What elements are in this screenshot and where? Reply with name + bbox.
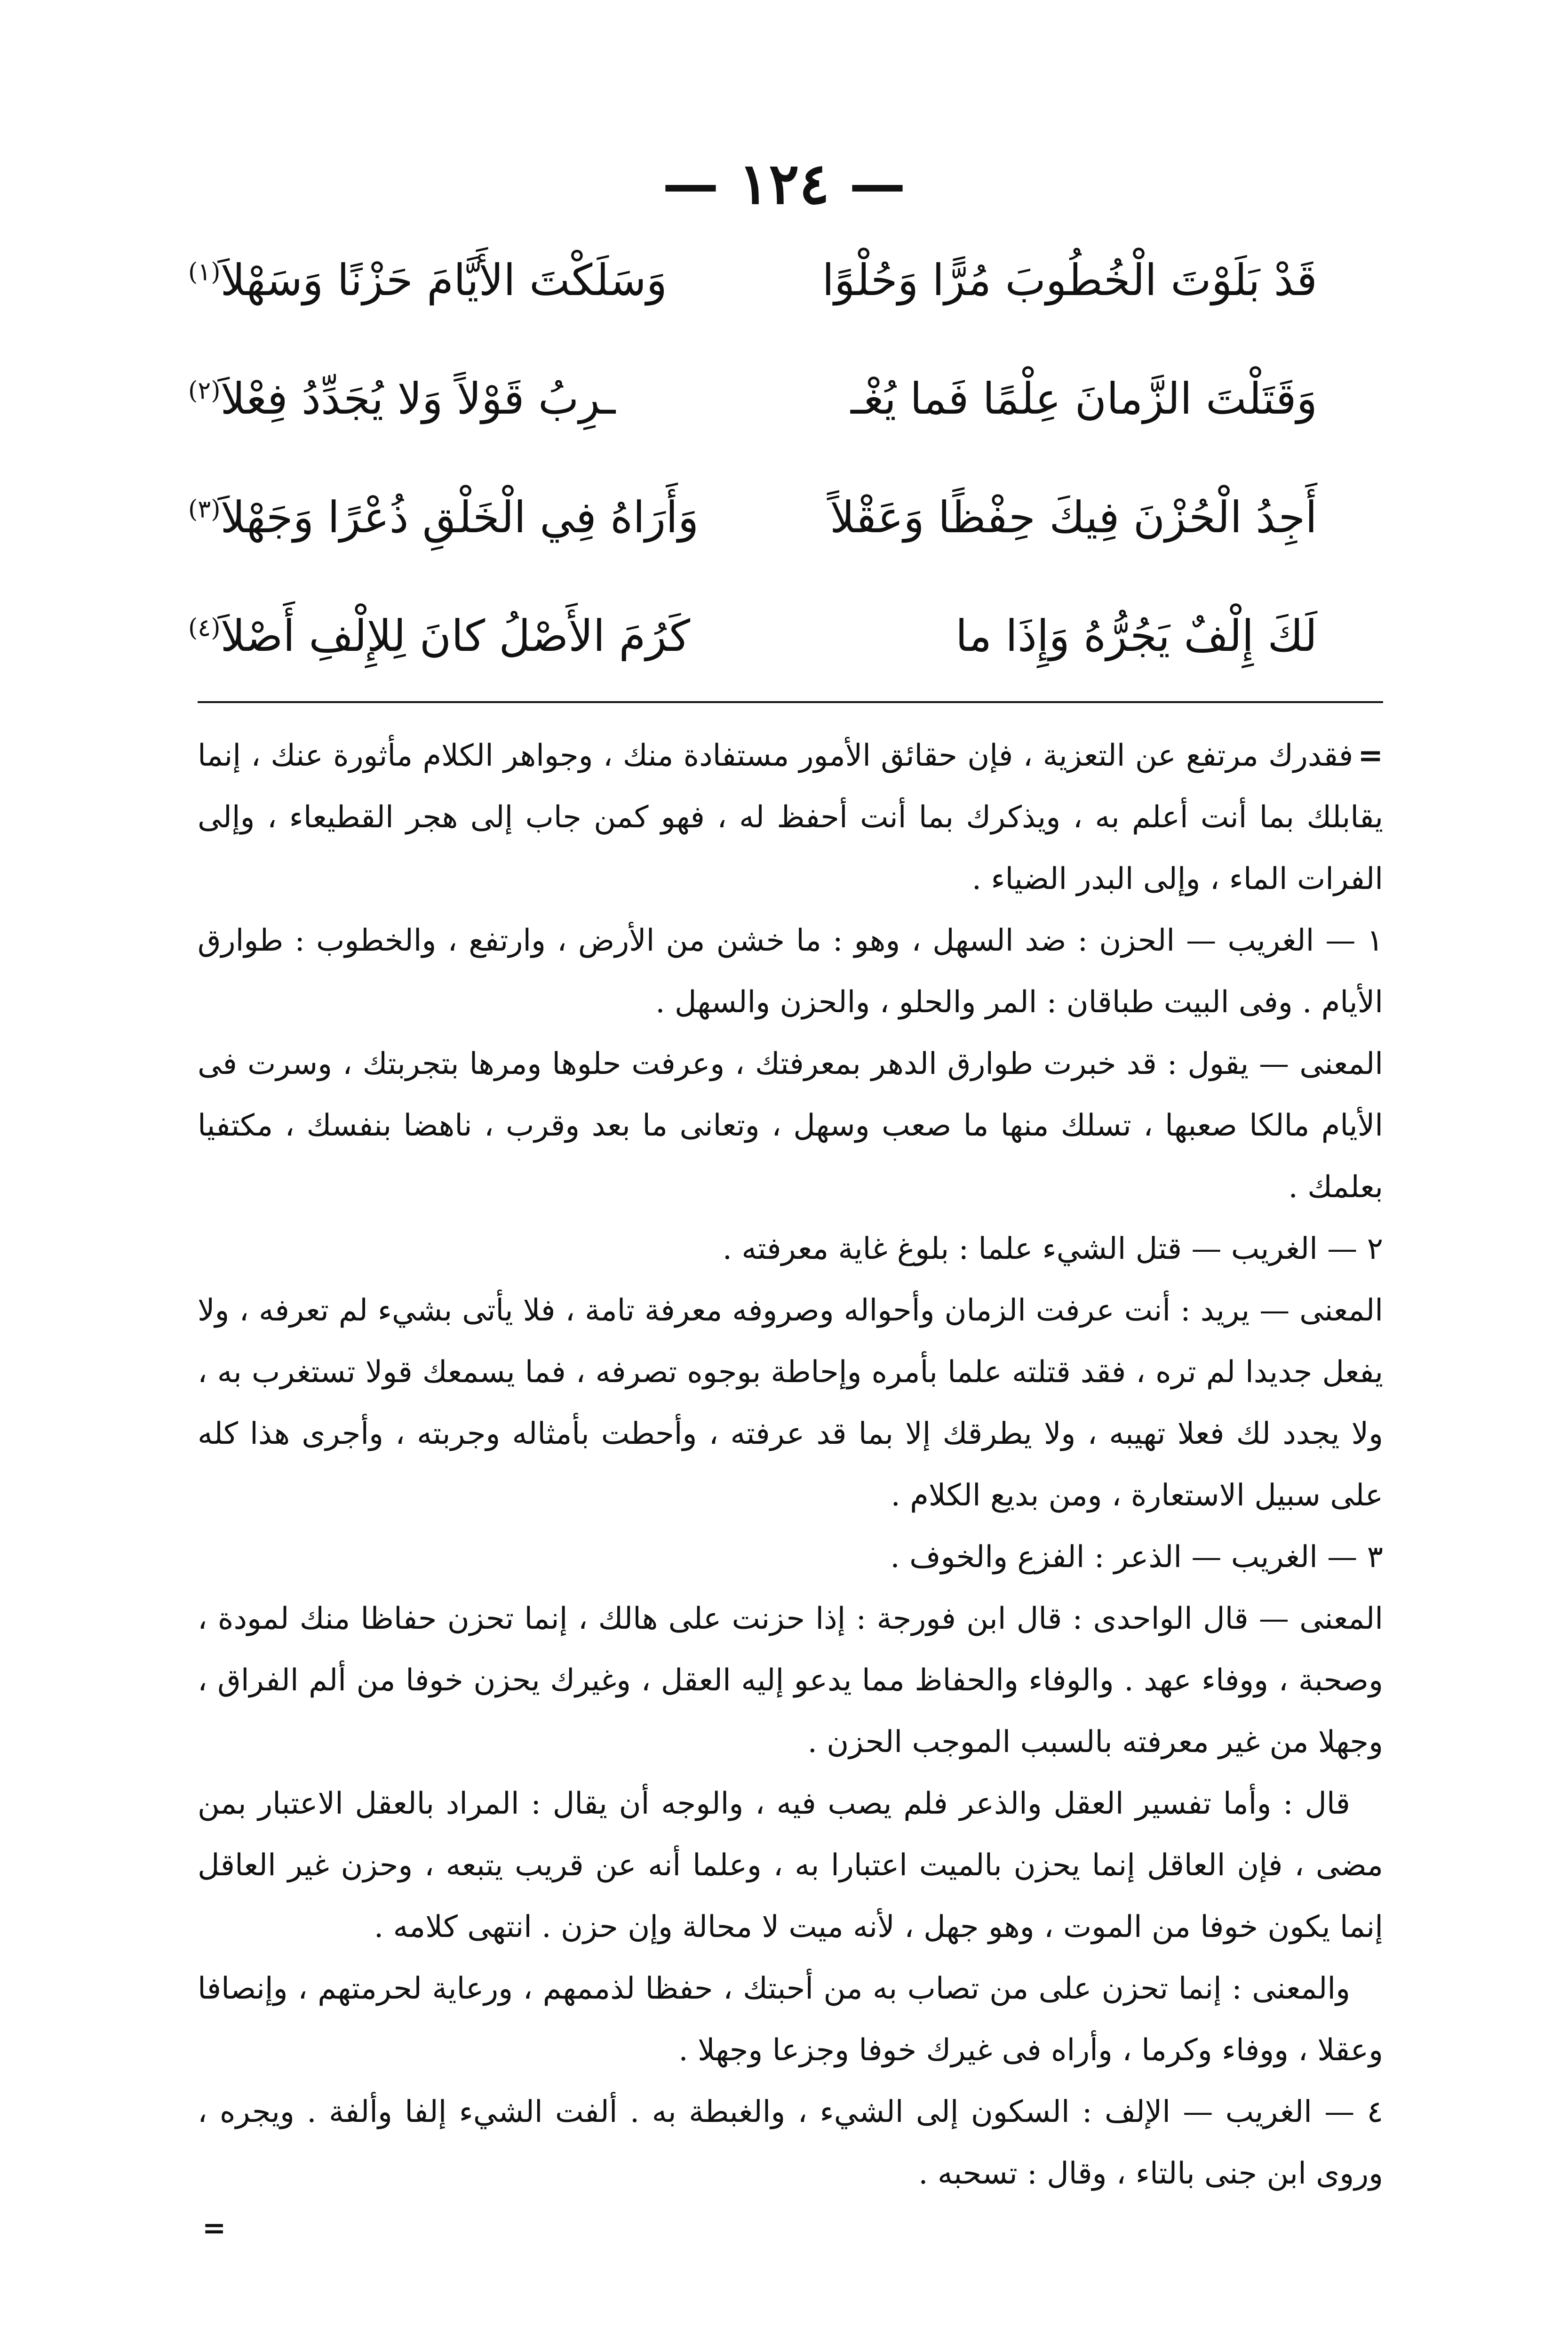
verse-1 <box>188 221 1317 340</box>
verse-4 <box>188 577 1317 696</box>
note-2-maana: المعنى — يريد : أنت عرفت الزمان وأحواله وصروفه معرفة تامة ، فلا يأتى بشيء لم تعرفه ، ولا يفعل جديدا لم تره ، فقد قتلته علما بأمره وإحاطة بوجوه تصرفه ، فما يسمعك قولا تستغرب به ، ولا يجدد لك فعلا تهيبه ، ولا يطرقك إلا بما قد عرفته ، وأحطت بأمثاله وجربته ، وأجرى هذا كله على سبيل الاستعارة ، ومن بديع الكلام . <box>198 1293 1384 1513</box>
verse-4-first-hemistich: لَكَ إِلْفٌ يَجُرُّهُ وَإِذَا ما <box>955 611 1317 661</box>
note-2-gharib: ٢ — الغريب — قتل الشيء علما : بلوغ غاية معرفته . <box>722 1232 1383 1266</box>
continuation-text: فقدرك مرتفع عن التعزية ، فإن حقائق الأمور مستفادة منك ، وجواهر الكلام مأثورة عنك ، إنما يقابلك بما أنت أعلم به ، ويذكرك بما أنت أحفظ له ، فهو كمن جاب إلى هجر القطيعاء ، وإلى الفرات الماء ، وإلى البدر الضياء . <box>198 738 1383 896</box>
verse-1-second-text: وَسَلَكْتَ الأَيَّامَ حَزْنًا وَسَهْلاَ <box>220 255 668 305</box>
verse-2-first-hemistich: وَقَتَلْتَ الزَّمانَ عِلْمًا فَما يُغْـ <box>851 374 1317 424</box>
page-number: — ١٢٤ — <box>662 151 906 217</box>
verse-4-second-hemistich <box>188 577 690 696</box>
page-end-mark: = <box>202 2212 226 2245</box>
verse-3 <box>188 458 1317 577</box>
verse-3-second-text: وَأَرَاهُ فِي الْخَلْقِ ذُعْرًا وَجَهْلاَ <box>220 492 699 543</box>
verse-3-first-hemistich: أَجِدُ الْحُزْنَ فِيكَ حِفْظًا وَعَقْلاً <box>830 492 1317 543</box>
note-1-gharib: ١ — الغريب — الحزن : ضد السهل ، وهو : ما خشن من الأرض ، وارتفع ، والخطوب : طوارق الأيام . وفى البيت طباقان : المر والحلو ، والحزن والسهل . <box>198 923 1383 1020</box>
verse-2-second-text: ـرِبُ قَوْلاً وَلا يُجَدِّدُ فِعْلاَ <box>220 374 616 424</box>
verse-4-second-text: كَرُمَ الأَصْلُ كانَ لِلإِلْفِ أَصْلاَ <box>220 611 691 661</box>
note-3-gharib: ٣ — الغريب — الذعر : الفزع والخوف . <box>890 1540 1383 1575</box>
verse-1-first-hemistich: قَدْ بَلَوْتَ الْخُطُوبَ مُرًّا وَحُلْوًا <box>822 255 1317 305</box>
commentary <box>198 725 1383 2205</box>
note-3-wal-maana: والمعنى : إنما تحزن على من تصاب به من أحبتك ، حفظا لذممهم ، ورعاية لحرمتهم ، وإنصافا وعقلا ، ووفاء وكرما ، وأراه فى غيرك خوفا وجزعا وجهلا . <box>198 1971 1383 2068</box>
continuation-mark: = <box>1358 738 1383 773</box>
verse-3-second-hemistich <box>188 458 699 577</box>
footnote-divider <box>198 701 1383 703</box>
note-3-maana: المعنى — قال الواحدى : قال ابن فورجة : إذا حزنت على هالك ، إنما تحزن حفاظا منك لمودة ، وصحبة ، ووفاء عهد . والوفاء والحفاظ مما يدعو إليه العقل ، وغيرك يحزن خوفا من ألم الفراق ، وجهلا من غير معرفته بالسبب الموجب الحزن . <box>198 1601 1384 1760</box>
verse-2-footnote-ref: (٢) <box>188 376 221 405</box>
verse-4-footnote-ref: (٤) <box>188 614 221 642</box>
continuation-paragraph <box>198 725 1383 910</box>
verse-2-second-hemistich <box>188 340 615 458</box>
note-3-qal: قال : وأما تفسير العقل والذعر فلم يصب فيه ، والوجه أن يقال : المراد بالعقل الاعتبار بمن مضى ، فإن العاقل إنما يحزن بالميت اعتبارا به ، وعلما أنه عن قريب يتبعه ، وحزن غير العاقل إنما يكون خوفا من الموت ، وهو جهل ، لأنه ميت لا محالة وإن حزن . انتهى كلامه . <box>198 1786 1384 1944</box>
poem <box>188 221 1317 696</box>
verse-2 <box>188 340 1317 458</box>
verse-1-second-hemistich <box>188 221 667 340</box>
note-1-maana: المعنى — يقول : قد خبرت طوارق الدهر بمعرفتك ، وعرفت حلوها ومرها بتجربتك ، وسرت فى الأيام مالكا صعبها ، تسلك منها ما صعب وسهل ، وتعانى ما بعد وقرب ، ناهضا بنفسك ، مكتفيا بعلمك . <box>198 1047 1383 1205</box>
verse-3-footnote-ref: (٣) <box>188 495 221 524</box>
note-4-gharib: ٤ — الغريب — الإلف : السكون إلى الشيء ، والغبطة به . ألفت الشيء إلفا وألفة . ويجره ، وروى ابن جنى بالتاء ، وقال : تسحبه . <box>198 2095 1383 2191</box>
verse-1-footnote-ref: (١) <box>188 258 221 287</box>
